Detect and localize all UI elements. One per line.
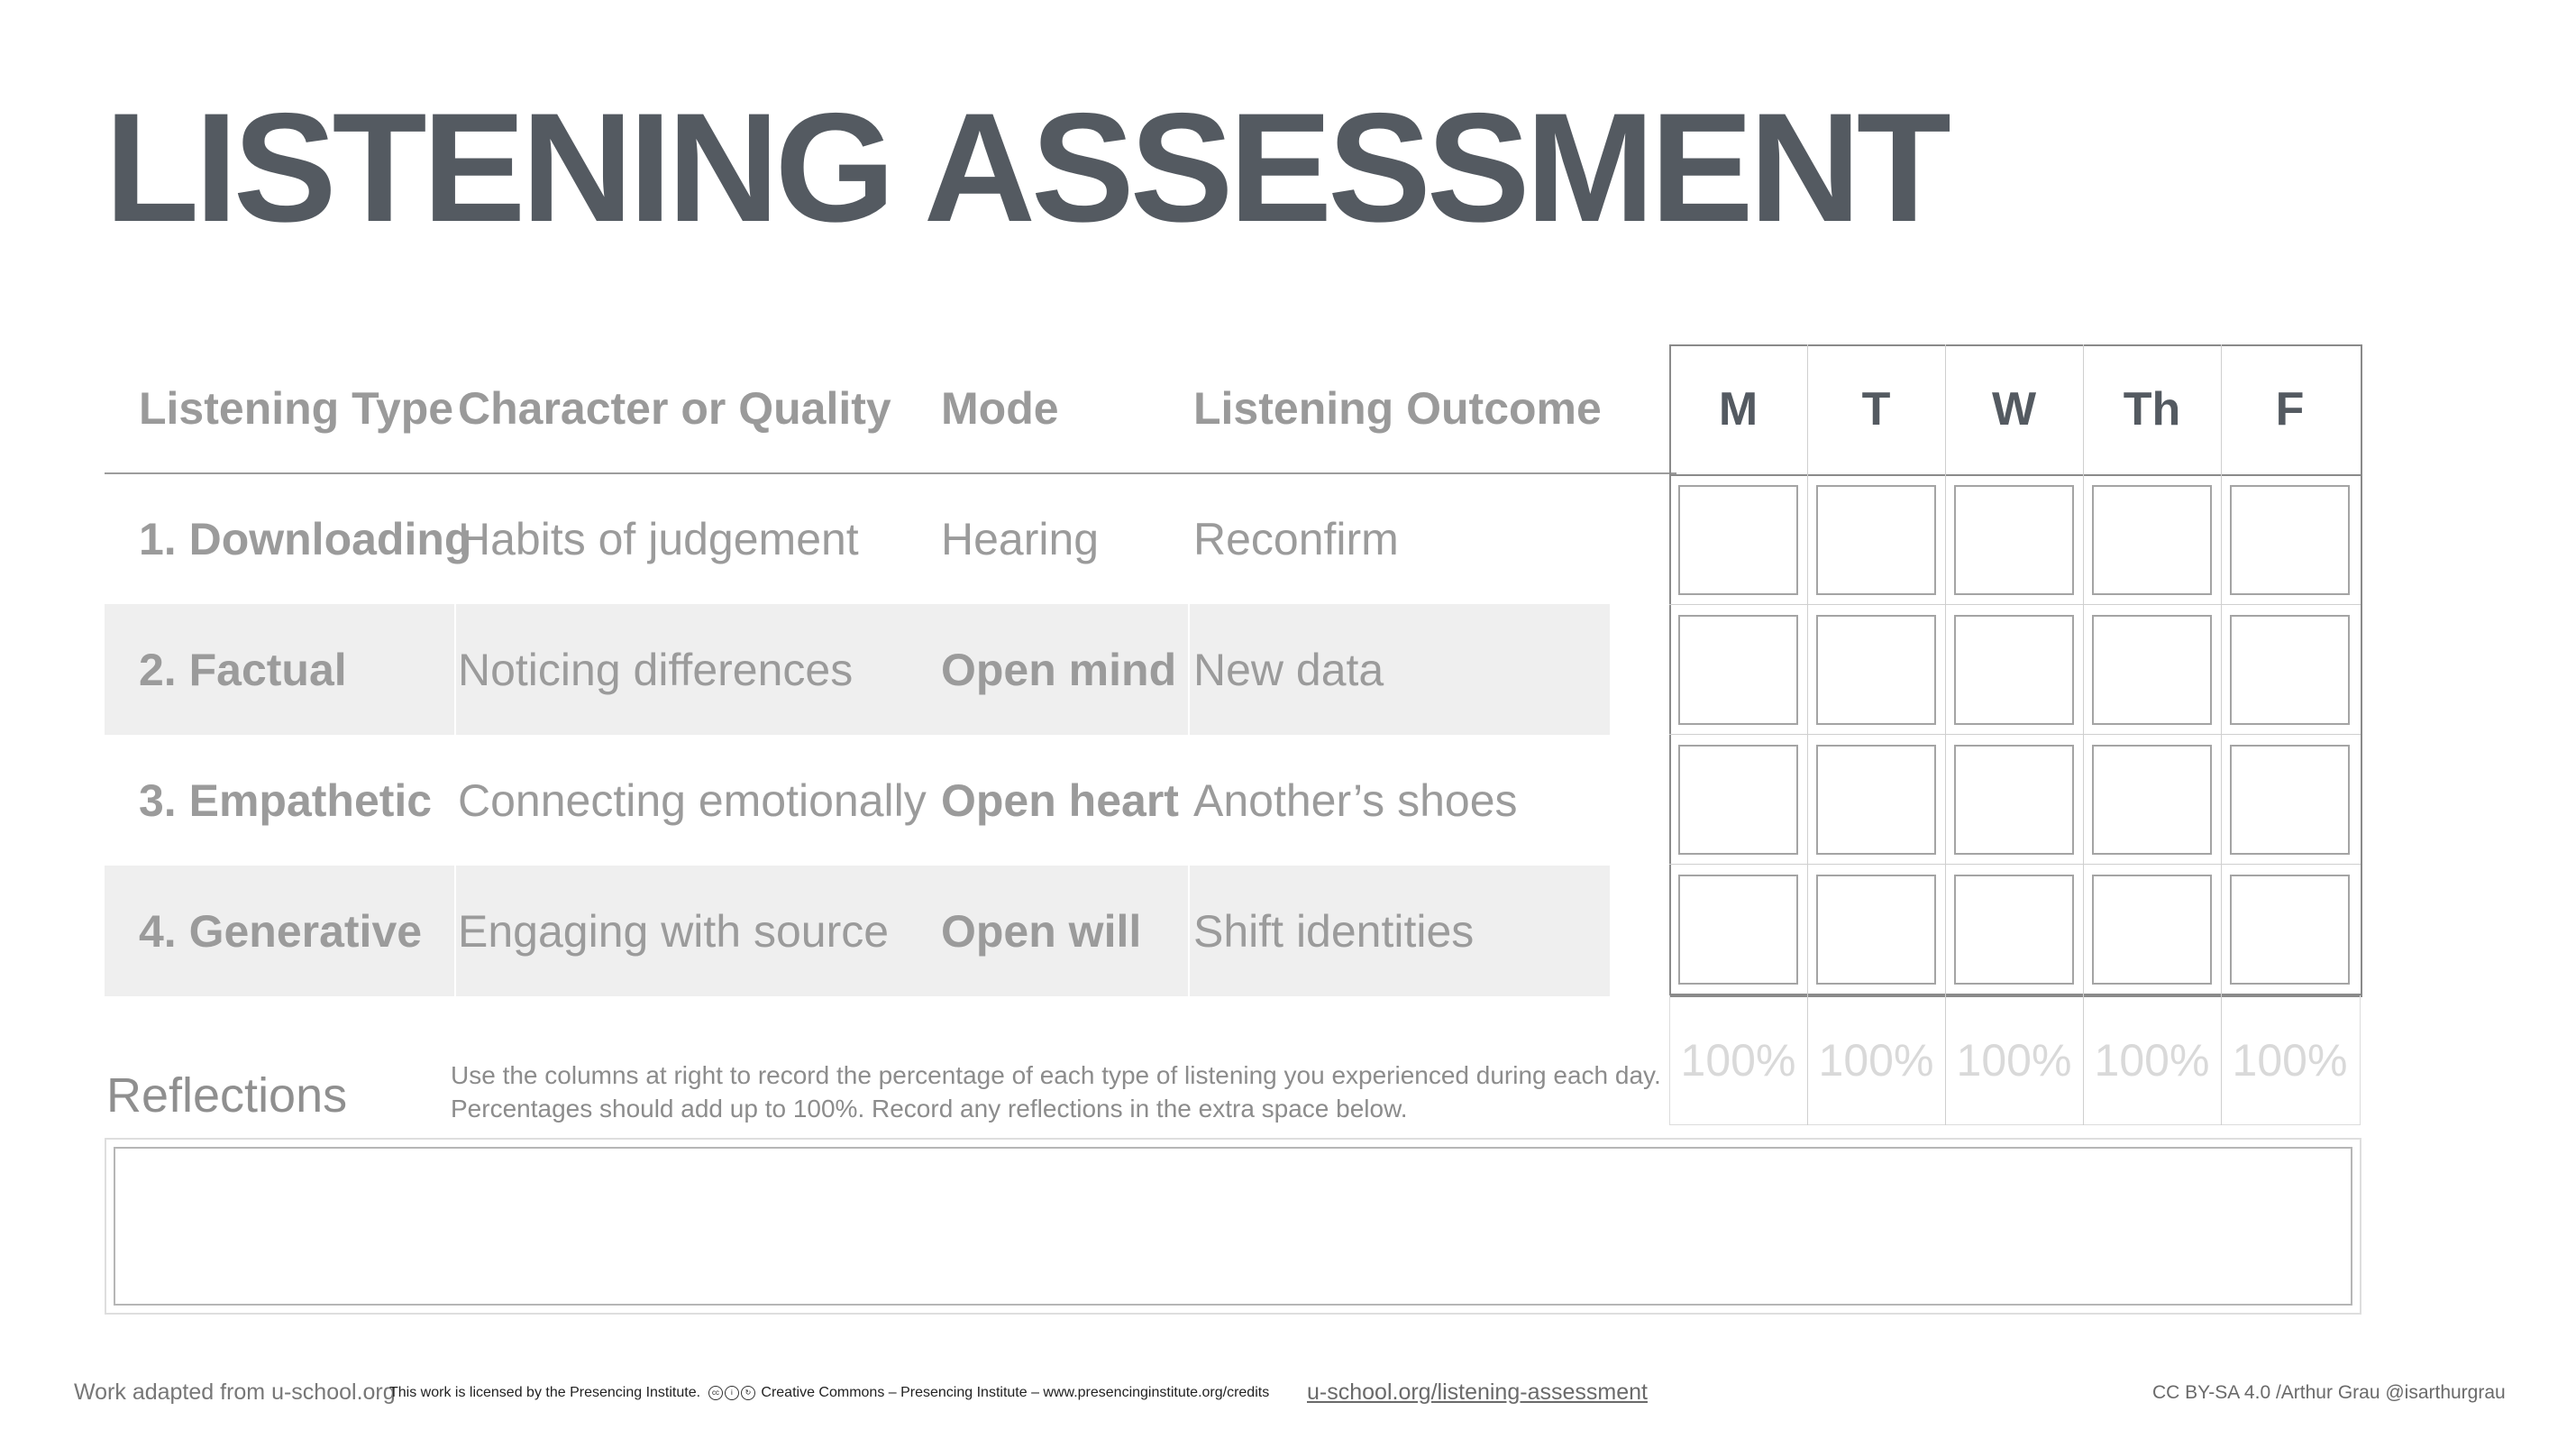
cc-icon: cc bbox=[708, 1386, 723, 1400]
percentage-input-wednesday-row-3[interactable] bbox=[1954, 745, 2074, 855]
reflections-label: Reflections bbox=[106, 1068, 348, 1123]
character-quality: Habits of judgement bbox=[458, 513, 859, 564]
reflections-box bbox=[105, 1138, 2361, 1315]
day-header-friday: F bbox=[2275, 383, 2305, 435]
table-header-row bbox=[105, 343, 1610, 473]
listening-outcome: Another’s shoes bbox=[1193, 774, 1518, 826]
percentage-input-monday-row-2[interactable] bbox=[1678, 615, 1798, 725]
percentage-input-wednesday-row-2[interactable] bbox=[1954, 615, 2074, 725]
column-divider bbox=[454, 866, 456, 996]
header-divider bbox=[105, 472, 1676, 474]
day-header-thursday: Th bbox=[2123, 383, 2181, 435]
percentage-input-friday-row-3[interactable] bbox=[2230, 745, 2350, 855]
percentage-input-thursday-row-1[interactable] bbox=[2092, 485, 2212, 595]
grid-header-divider bbox=[1669, 474, 2361, 476]
table-row bbox=[105, 473, 1610, 604]
footer-license-text: This work is licensed by the Presencing Institute. bbox=[389, 1385, 701, 1400]
character-quality: Connecting emotionally bbox=[458, 774, 927, 826]
listening-outcome: Shift identities bbox=[1193, 905, 1475, 957]
listening-outcome: Reconfirm bbox=[1193, 513, 1399, 564]
percentage-input-friday-row-1[interactable] bbox=[2230, 485, 2350, 595]
day-header-tuesday: T bbox=[1861, 383, 1891, 435]
listening-type: 4. Generative bbox=[139, 905, 423, 957]
column-divider bbox=[1188, 866, 1190, 996]
listening-type: 1. Downloading bbox=[139, 513, 472, 564]
percentage-input-thursday-row-3[interactable] bbox=[2092, 745, 2212, 855]
percentage-input-tuesday-row-4[interactable] bbox=[1816, 875, 1936, 985]
percentage-input-wednesday-row-1[interactable] bbox=[1954, 485, 2074, 595]
grid-column-divider bbox=[2221, 344, 2222, 1125]
grid-column-divider bbox=[1807, 344, 1808, 1125]
grid-column-divider bbox=[2083, 344, 2084, 1125]
weekday-grid bbox=[1669, 344, 2361, 1126]
footer-credit: CC BY-SA 4.0 /Arthur Grau @isarthurgrau bbox=[2152, 1382, 2506, 1403]
instructions-line-1: Use the columns at right to record the percentage of each type of listening you experienced during each day. bbox=[451, 1061, 1661, 1089]
header-character-quality: Character or Quality bbox=[458, 382, 891, 434]
by-icon: i bbox=[725, 1386, 739, 1400]
page-title: LISTENING ASSESSMENT bbox=[105, 81, 1947, 254]
instructions bbox=[451, 1059, 1661, 1125]
reflections-input-area[interactable] bbox=[114, 1147, 2352, 1306]
percentage-input-wednesday-row-4[interactable] bbox=[1954, 875, 2074, 985]
table-row bbox=[105, 866, 1610, 996]
character-quality: Noticing differences bbox=[458, 644, 854, 695]
header-listening-outcome: Listening Outcome bbox=[1193, 382, 1602, 434]
grid-row-divider bbox=[1669, 604, 2361, 605]
sa-icon: ↻ bbox=[741, 1386, 755, 1400]
footer-link[interactable]: u-school.org/listening-assessment bbox=[1307, 1379, 1648, 1405]
percent-total-monday: 100% bbox=[1680, 1035, 1796, 1086]
column-divider bbox=[1188, 604, 1190, 735]
percent-total-thursday: 100% bbox=[2094, 1035, 2210, 1086]
footer-cc-text: Creative Commons – Presencing Institute – www.presencinginstitute.org/credits bbox=[761, 1385, 1270, 1400]
percentage-input-monday-row-3[interactable] bbox=[1678, 745, 1798, 855]
mode: Hearing bbox=[941, 513, 1100, 564]
percentage-input-monday-row-4[interactable] bbox=[1678, 875, 1798, 985]
percentage-input-friday-row-2[interactable] bbox=[2230, 615, 2350, 725]
listening-type: 3. Empathetic bbox=[139, 774, 433, 826]
percentage-input-tuesday-row-3[interactable] bbox=[1816, 745, 1936, 855]
listening-type: 2. Factual bbox=[139, 644, 347, 695]
header-mode: Mode bbox=[941, 382, 1059, 434]
character-quality: Engaging with source bbox=[458, 905, 890, 957]
footer-license bbox=[389, 1385, 1269, 1401]
percentage-input-monday-row-1[interactable] bbox=[1678, 485, 1798, 595]
percentage-input-tuesday-row-1[interactable] bbox=[1816, 485, 1936, 595]
percent-total-tuesday: 100% bbox=[1818, 1035, 1934, 1086]
percentage-input-tuesday-row-2[interactable] bbox=[1816, 615, 1936, 725]
mode: Open heart bbox=[941, 774, 1179, 826]
percent-total-friday: 100% bbox=[2232, 1035, 2348, 1086]
percent-total-wednesday: 100% bbox=[1956, 1035, 2072, 1086]
listening-outcome: New data bbox=[1193, 644, 1384, 695]
table-row bbox=[105, 735, 1610, 866]
day-header-wednesday: W bbox=[1991, 383, 2037, 435]
footer-adapted: Work adapted from u-school.org bbox=[74, 1379, 396, 1405]
percentage-input-thursday-row-2[interactable] bbox=[2092, 615, 2212, 725]
grid-column-divider bbox=[1945, 344, 1946, 1125]
header-listening-type: Listening Type bbox=[139, 382, 454, 434]
column-divider bbox=[454, 604, 456, 735]
table-row bbox=[105, 604, 1610, 735]
instructions-line-2: Percentages should add up to 100%. Record any reflections in the extra space below. bbox=[451, 1095, 1408, 1123]
mode: Open will bbox=[941, 905, 1142, 957]
percentage-input-friday-row-4[interactable] bbox=[2230, 875, 2350, 985]
percentage-input-thursday-row-4[interactable] bbox=[2092, 875, 2212, 985]
listening-table bbox=[105, 343, 1610, 996]
mode: Open mind bbox=[941, 644, 1177, 695]
day-header-monday: M bbox=[1718, 383, 1758, 435]
grid-row-divider bbox=[1669, 864, 2361, 865]
grid-row-divider bbox=[1669, 734, 2361, 735]
